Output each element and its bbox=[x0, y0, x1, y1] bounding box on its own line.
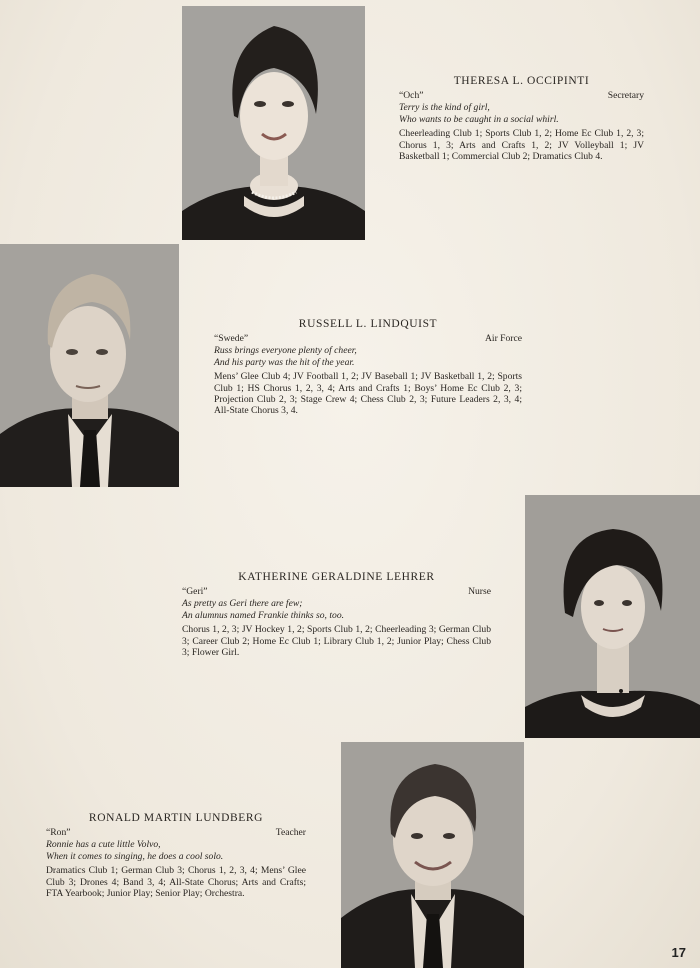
senior-name: RUSSELL L. LINDQUIST bbox=[298, 318, 438, 330]
senior-verse-line: And his party was the hit of the year. bbox=[214, 356, 355, 368]
senior-entry-russell-lindquist bbox=[214, 317, 522, 417]
senior-verse-line: Terry is the kind of girl, bbox=[399, 102, 490, 114]
portrait-theresa-occipinti bbox=[182, 6, 365, 240]
senior-activities: Dramatics Club 1; German Club 3; Chorus 1, 2, 3, 4; Mens’ Glee Club 3; Drones 4; Band 3, 4; All-State Chorus; Arts and Crafts; FTA Yearbook; Junior Play; Senior Play; Orchestra. bbox=[46, 865, 306, 900]
senior-ambition: Secretary bbox=[607, 90, 644, 101]
senior-verse-line: As pretty as Geri there are few; bbox=[182, 598, 303, 610]
senior-name: THERESA L. OCCIPINTI bbox=[453, 75, 590, 87]
senior-activities: Mens’ Glee Club 4; JV Football 1, 2; JV Baseball 1; JV Basketball 1, 2; Sports Club 1; HS Chorus 1, 2, 3, 4; Arts and Crafts 1; Boys’ Home Ec Club 2, 3; Projection Club 2, 3; Stage Crew 4; Chess Club 2, 3; Future Leaders 2, 3, 4; All-State Chorus 3, 4. bbox=[214, 371, 522, 417]
portrait-ronald-lundberg bbox=[341, 742, 524, 968]
senior-verse-line: Who wants to be caught in a social whirl. bbox=[399, 113, 559, 125]
senior-nickname: “Och” bbox=[399, 90, 424, 101]
senior-nickname: “Swede” bbox=[214, 333, 249, 344]
portrait-russell-lindquist bbox=[0, 244, 179, 487]
senior-entry-ronald-lundberg bbox=[46, 811, 306, 899]
senior-ambition: Teacher bbox=[275, 827, 306, 838]
senior-entry-katherine-lehrer bbox=[182, 570, 491, 658]
senior-nickname: “Geri” bbox=[182, 586, 208, 597]
senior-ambition: Nurse bbox=[468, 586, 491, 597]
senior-name: RONALD MARTIN LUNDBERG bbox=[88, 812, 264, 824]
senior-verse-line: Russ brings everyone plenty of cheer, bbox=[214, 345, 357, 357]
senior-name: KATHERINE GERALDINE LEHRER bbox=[238, 571, 435, 583]
senior-verse-line: An alumnus named Frankie thinks so, too. bbox=[182, 609, 345, 621]
senior-verse-line: Ronnie has a cute little Volvo, bbox=[46, 839, 161, 851]
senior-activities: Chorus 1, 2, 3; JV Hockey 1, 2; Sports Club 1, 2; Cheerleading 3; German Club 3; Career Club 2; Home Ec Club 1; Library Club 1, 2; Junior Play; Chess Club 3; Flower Girl. bbox=[182, 624, 491, 659]
senior-activities: Cheerleading Club 1; Sports Club 1, 2; Home Ec Club 1, 2, 3; Chorus 1, 3; Arts and Crafts 1, 2; JV Volleyball 1; JV Basketball 1; Commercial Club 2; Dramatics Club 4. bbox=[399, 128, 644, 163]
page-number: 17 bbox=[671, 945, 686, 960]
senior-ambition: Air Force bbox=[484, 333, 522, 344]
senior-nickname: “Ron” bbox=[46, 827, 71, 838]
portrait-katherine-lehrer bbox=[525, 495, 700, 738]
senior-verse-line: When it comes to singing, he does a cool solo. bbox=[46, 850, 224, 862]
senior-entry-theresa-occipinti bbox=[399, 74, 644, 162]
